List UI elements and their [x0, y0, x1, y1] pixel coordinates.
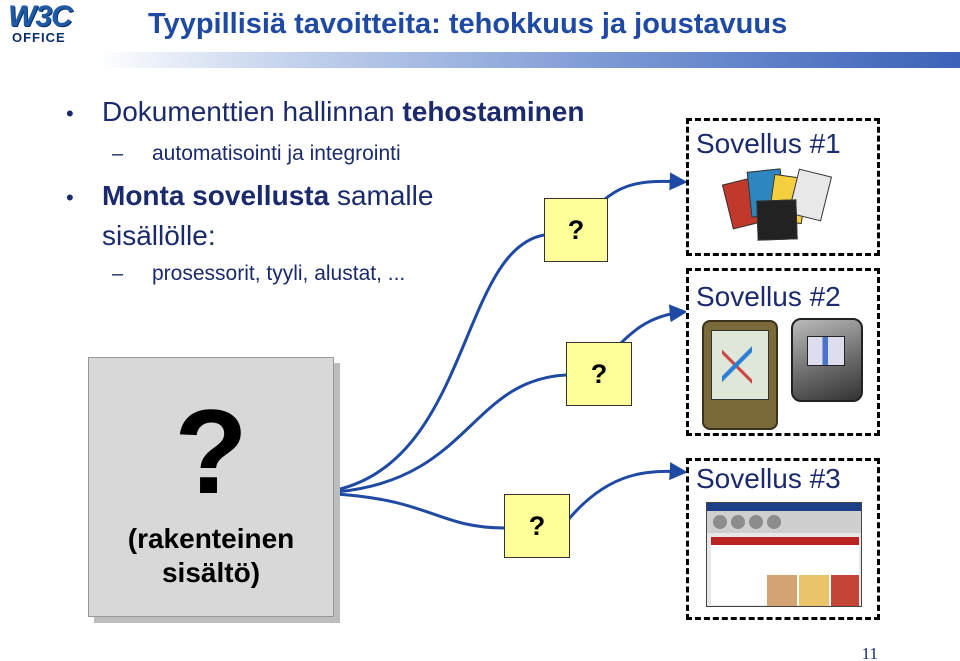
bullet-2-regular: samalle: [329, 180, 434, 211]
structured-content-line2: sisältö): [161, 557, 261, 589]
bullet-2-bold: Monta sovellusta: [102, 180, 330, 211]
dash-icon: –: [112, 263, 124, 285]
bullet-2-line2: sisällölle:: [102, 220, 216, 251]
bullet-1-regular: Dokumenttien hallinnan: [102, 96, 403, 127]
logo-office-text: OFFICE: [12, 30, 66, 45]
arrow-to-app3: [568, 471, 684, 520]
bullet-1-bold: tehostaminen: [402, 96, 585, 127]
curve-to-q3: [336, 494, 504, 528]
bullet-dot-icon: •: [66, 101, 74, 126]
question-box-1: ?: [544, 198, 608, 262]
question-box-3: ?: [504, 494, 570, 558]
structured-content-line1: (rakenteinen: [127, 523, 295, 554]
dash-icon: –: [112, 143, 124, 165]
bullet-dot-icon: •: [66, 185, 74, 210]
question-box-2: ?: [566, 342, 632, 406]
web-browser-screenshot-image: [706, 502, 862, 607]
app-2-label: Sovellus #2: [696, 281, 841, 312]
structured-content-box: [88, 357, 334, 617]
big-question-mark: ?: [174, 385, 248, 519]
page-number: 11: [861, 644, 878, 661]
app-1-label: Sovellus #1: [696, 128, 841, 159]
pda-device-image: [702, 320, 778, 430]
sub-bullet-2-text: prosessorit, tyyli, alustat, ...: [152, 262, 406, 285]
slide-title: Tyypillisiä tavoitteita: tehokkuus ja joustavuus: [148, 8, 788, 40]
logo-w3c-text: W3C: [8, 0, 72, 33]
sub-bullet-1-text: automatisointi ja integrointi: [152, 142, 401, 165]
curve-to-q2: [336, 375, 566, 492]
structured-content-label: [89, 522, 333, 590]
mobile-phone-image: [791, 318, 863, 402]
app-3-label: Sovellus #3: [696, 463, 841, 494]
magazine-covers-image: [727, 170, 837, 244]
